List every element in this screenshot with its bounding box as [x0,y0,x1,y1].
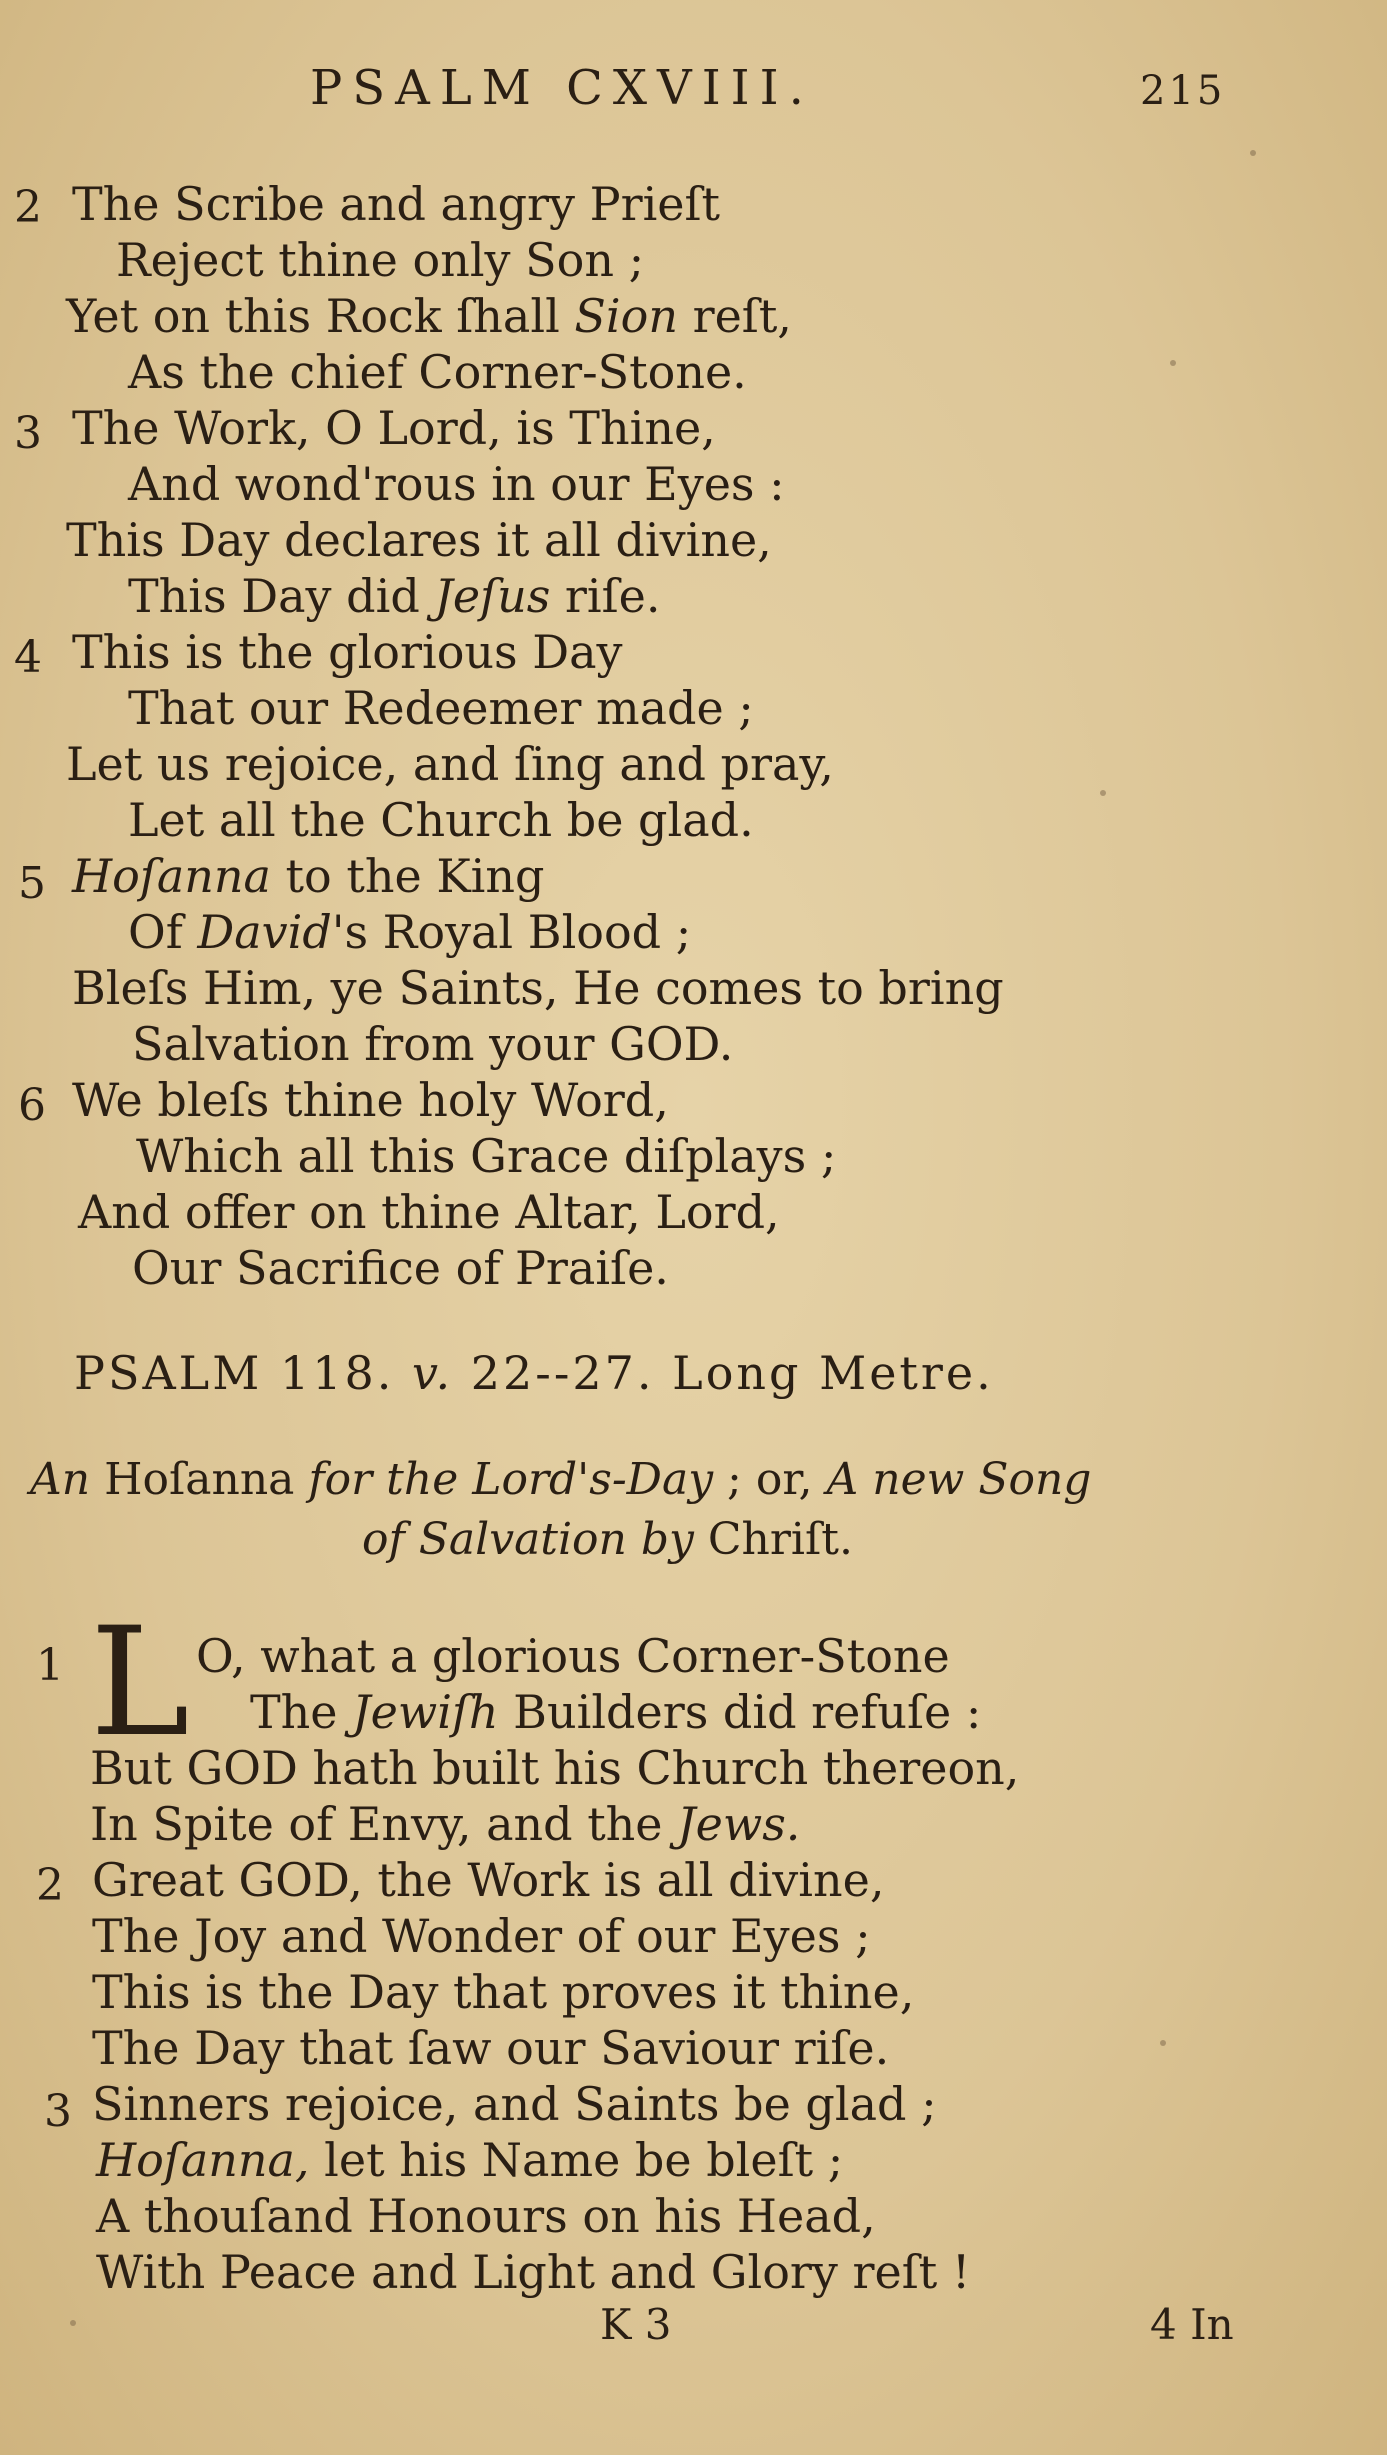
verse-number: 2 [14,182,42,233]
verse-line: This Day declares it all divine, [66,513,772,567]
verse-line: In Spite of Envy, and the Jews. [90,1797,801,1851]
verse-number: 1 [36,1640,64,1691]
verse-line: Yet on this Rock ſhall Sion reſt, [66,289,792,343]
verse-line: Sinners rejoice, and Saints be glad ; [92,2077,937,2131]
verse-number: 4 [14,632,42,683]
psalm-title: PSALM 118. v. 22--27. Long Metre. [74,1346,994,1400]
page-number: 215 [1140,68,1226,114]
verse-line: Reject thine only Son ; [116,233,645,287]
paper-fleck [1100,790,1106,796]
verse-line: Hoſanna to the King [72,849,545,903]
verse-line: Great GOD, the Work is all divine, [92,1853,885,1907]
verse-number: 5 [18,858,46,909]
verse-number: 2 [36,1860,64,1911]
verse-line: Let all the Church be glad. [128,793,754,847]
verse-line: And offer on thine Altar, Lord, [78,1185,780,1239]
verse-line: Salvation from your GOD. [132,1017,734,1071]
paper-fleck [70,2320,76,2326]
verse-line: And wond'rous in our Eyes : [128,457,785,511]
verse-line: This is the glorious Day [72,625,623,679]
running-head: PSALM CXVIII. [310,60,814,116]
catchword: 4 In [1150,2300,1234,2349]
paper-fleck [1170,360,1176,366]
psalm-subtitle: An Hoſanna for the Lord's-Day ; or, A new Song [30,1454,1092,1505]
signature-mark: K 3 [600,2300,672,2349]
verse-line: This Day did Jeſus riſe. [128,569,661,623]
verse-line: With Peace and Light and Glory reſt ! [96,2245,971,2299]
verse-line: As the chief Corner-Stone. [128,345,747,399]
verse-line: The Day that ſaw our Saviour riſe. [92,2021,890,2075]
verse-line: We bleſs thine holy Word, [72,1073,669,1127]
verse-line: Of David's Royal Blood ; [128,905,692,959]
verse-number: 6 [18,1080,46,1131]
verse-line: The Joy and Wonder of our Eyes ; [92,1909,871,1963]
paper-fleck [1160,2040,1166,2046]
psalm-subtitle: of Salvation by Chriſt. [362,1514,853,1565]
verse-number: 3 [44,2086,72,2137]
verse-line: That our Redeemer made ; [128,681,754,735]
verse-line: O, what a glorious Corner-Stone [196,1629,950,1683]
verse-line: Hoſanna, let his Name be bleſt ; [96,2133,844,2187]
verse-line: A thouſand Honours on his Head, [96,2189,876,2243]
verse-number: 3 [14,408,42,459]
paper-fleck [1250,150,1256,156]
verse-line: Which all this Grace diſplays ; [136,1129,837,1183]
verse-line: The Jewiſh Builders did refuſe : [250,1685,982,1739]
verse-line: Let us rejoice, and ſing and pray, [66,737,834,791]
verse-line: This is the Day that proves it thine, [92,1965,915,2019]
verse-line: Bleſs Him, ye Saints, He comes to bring [72,961,1004,1015]
verse-line: Our Sacrifice of Praiſe. [132,1241,669,1295]
drop-cap: L [90,1596,190,1770]
verse-line: But GOD hath built his Church thereon, [90,1741,1020,1795]
verse-line: The Work, O Lord, is Thine, [72,401,716,455]
verse-line: The Scribe and angry Prieſt [72,177,721,231]
